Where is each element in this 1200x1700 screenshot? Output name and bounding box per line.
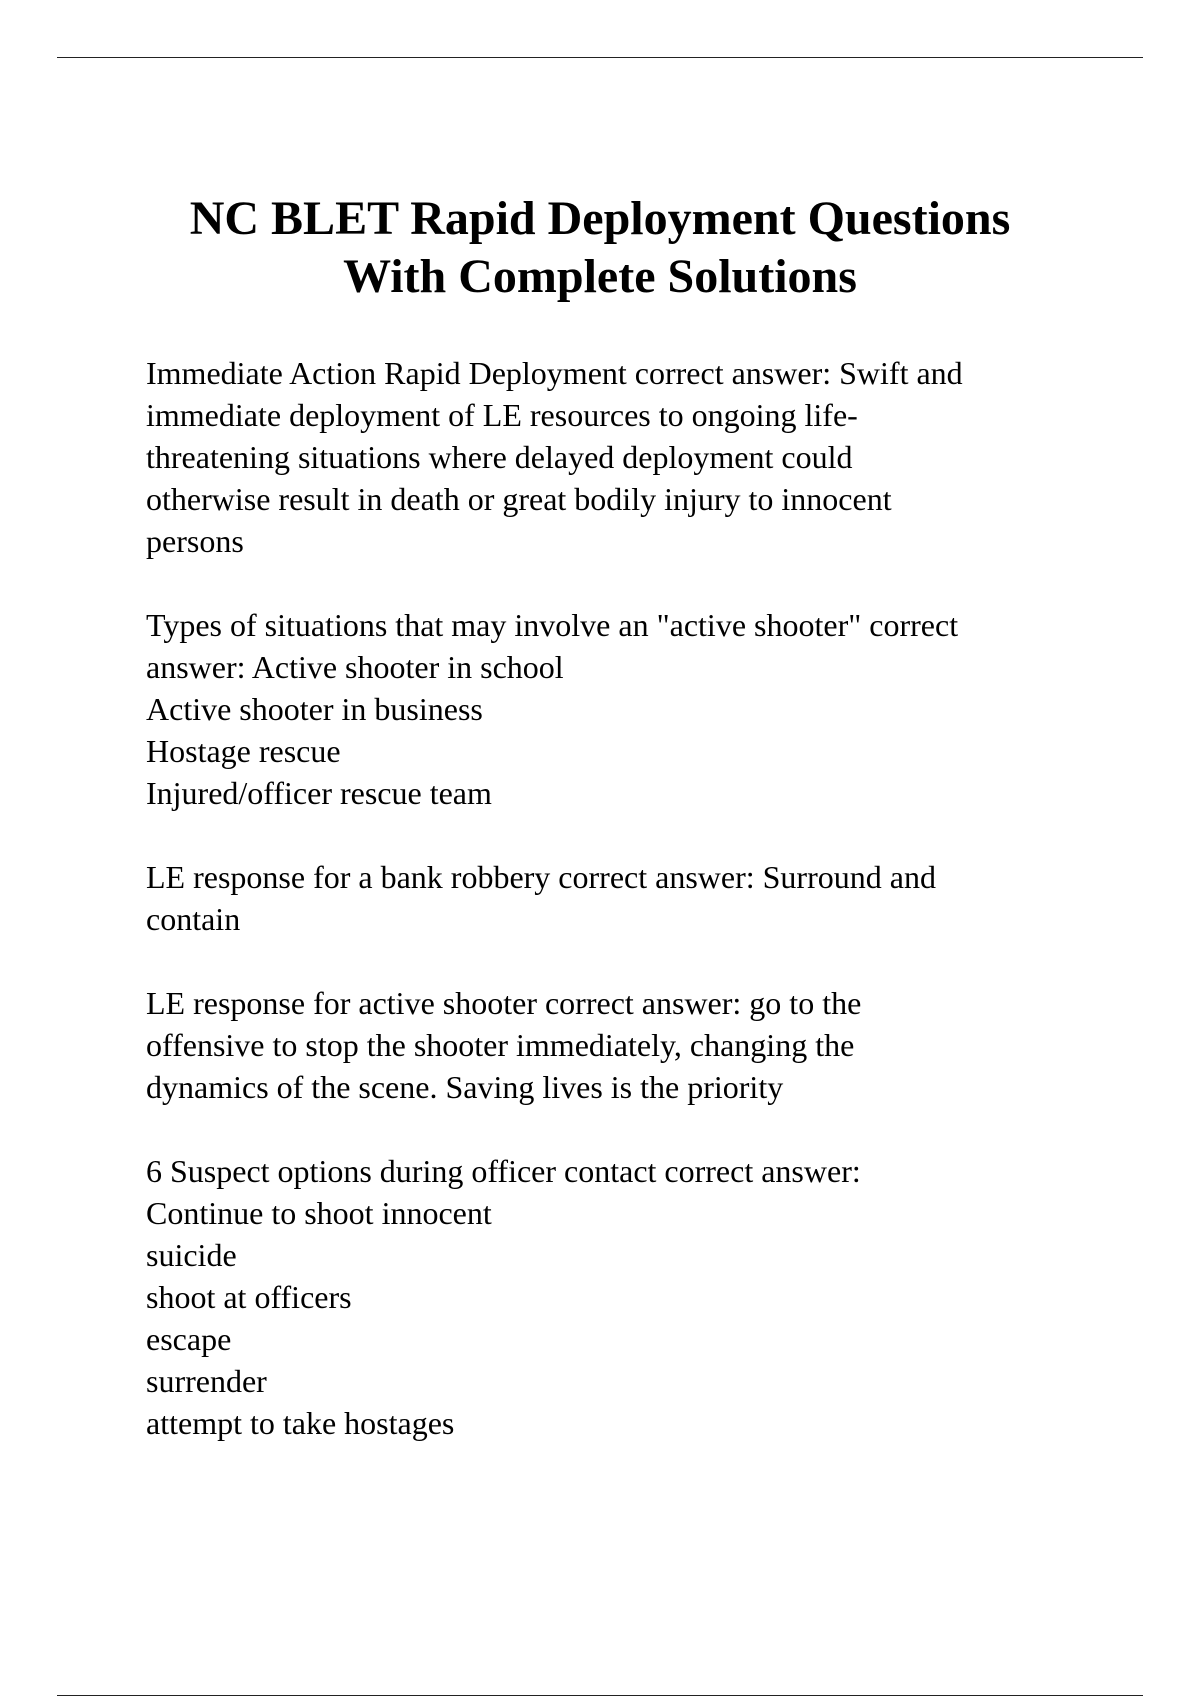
text-line: Types of situations that may involve an "active shooter" correct xyxy=(146,607,959,643)
text-line: escape xyxy=(146,1321,232,1357)
qa-entry-bank-robbery xyxy=(146,856,1106,940)
text-line: surrender xyxy=(146,1363,267,1399)
document-body xyxy=(146,352,1106,1486)
qa-entry-active-shooter-types xyxy=(146,604,1106,814)
text-line: immediate deployment of LE resources to ongoing life- xyxy=(146,397,858,433)
page-title-line-2: With Complete Solutions xyxy=(343,250,857,303)
qa-entry-active-shooter-response xyxy=(146,982,1106,1108)
text-line: answer: Active shooter in school xyxy=(146,649,564,685)
text-line: Injured/officer rescue team xyxy=(146,775,492,811)
text-line: otherwise result in death or great bodily injury to innocent xyxy=(146,481,892,517)
text-line: Continue to shoot innocent xyxy=(146,1195,492,1231)
text-line: LE response for a bank robbery correct answer: Surround and xyxy=(146,859,936,895)
header-rule xyxy=(57,57,1143,58)
text-line: Hostage rescue xyxy=(146,733,341,769)
text-line: Active shooter in business xyxy=(146,691,483,727)
text-line: Immediate Action Rapid Deployment correct answer: Swift and xyxy=(146,355,963,391)
page-title xyxy=(60,190,1140,306)
text-line: shoot at officers xyxy=(146,1279,352,1315)
page-title-line-1: NC BLET Rapid Deployment Questions xyxy=(189,192,1011,245)
footer-rule xyxy=(57,1695,1143,1696)
text-line: 6 Suspect options during officer contact correct answer: xyxy=(146,1153,861,1189)
text-line: dynamics of the scene. Saving lives is the priority xyxy=(146,1069,784,1105)
text-line: LE response for active shooter correct answer: go to the xyxy=(146,985,862,1021)
text-line: threatening situations where delayed deployment could xyxy=(146,439,853,475)
text-line: suicide xyxy=(146,1237,237,1273)
text-line: contain xyxy=(146,901,241,937)
text-line: offensive to stop the shooter immediately, changing the xyxy=(146,1027,855,1063)
text-line: attempt to take hostages xyxy=(146,1405,455,1441)
text-line: persons xyxy=(146,523,244,559)
qa-entry-immediate-action xyxy=(146,352,1106,562)
qa-entry-suspect-options xyxy=(146,1150,1106,1444)
